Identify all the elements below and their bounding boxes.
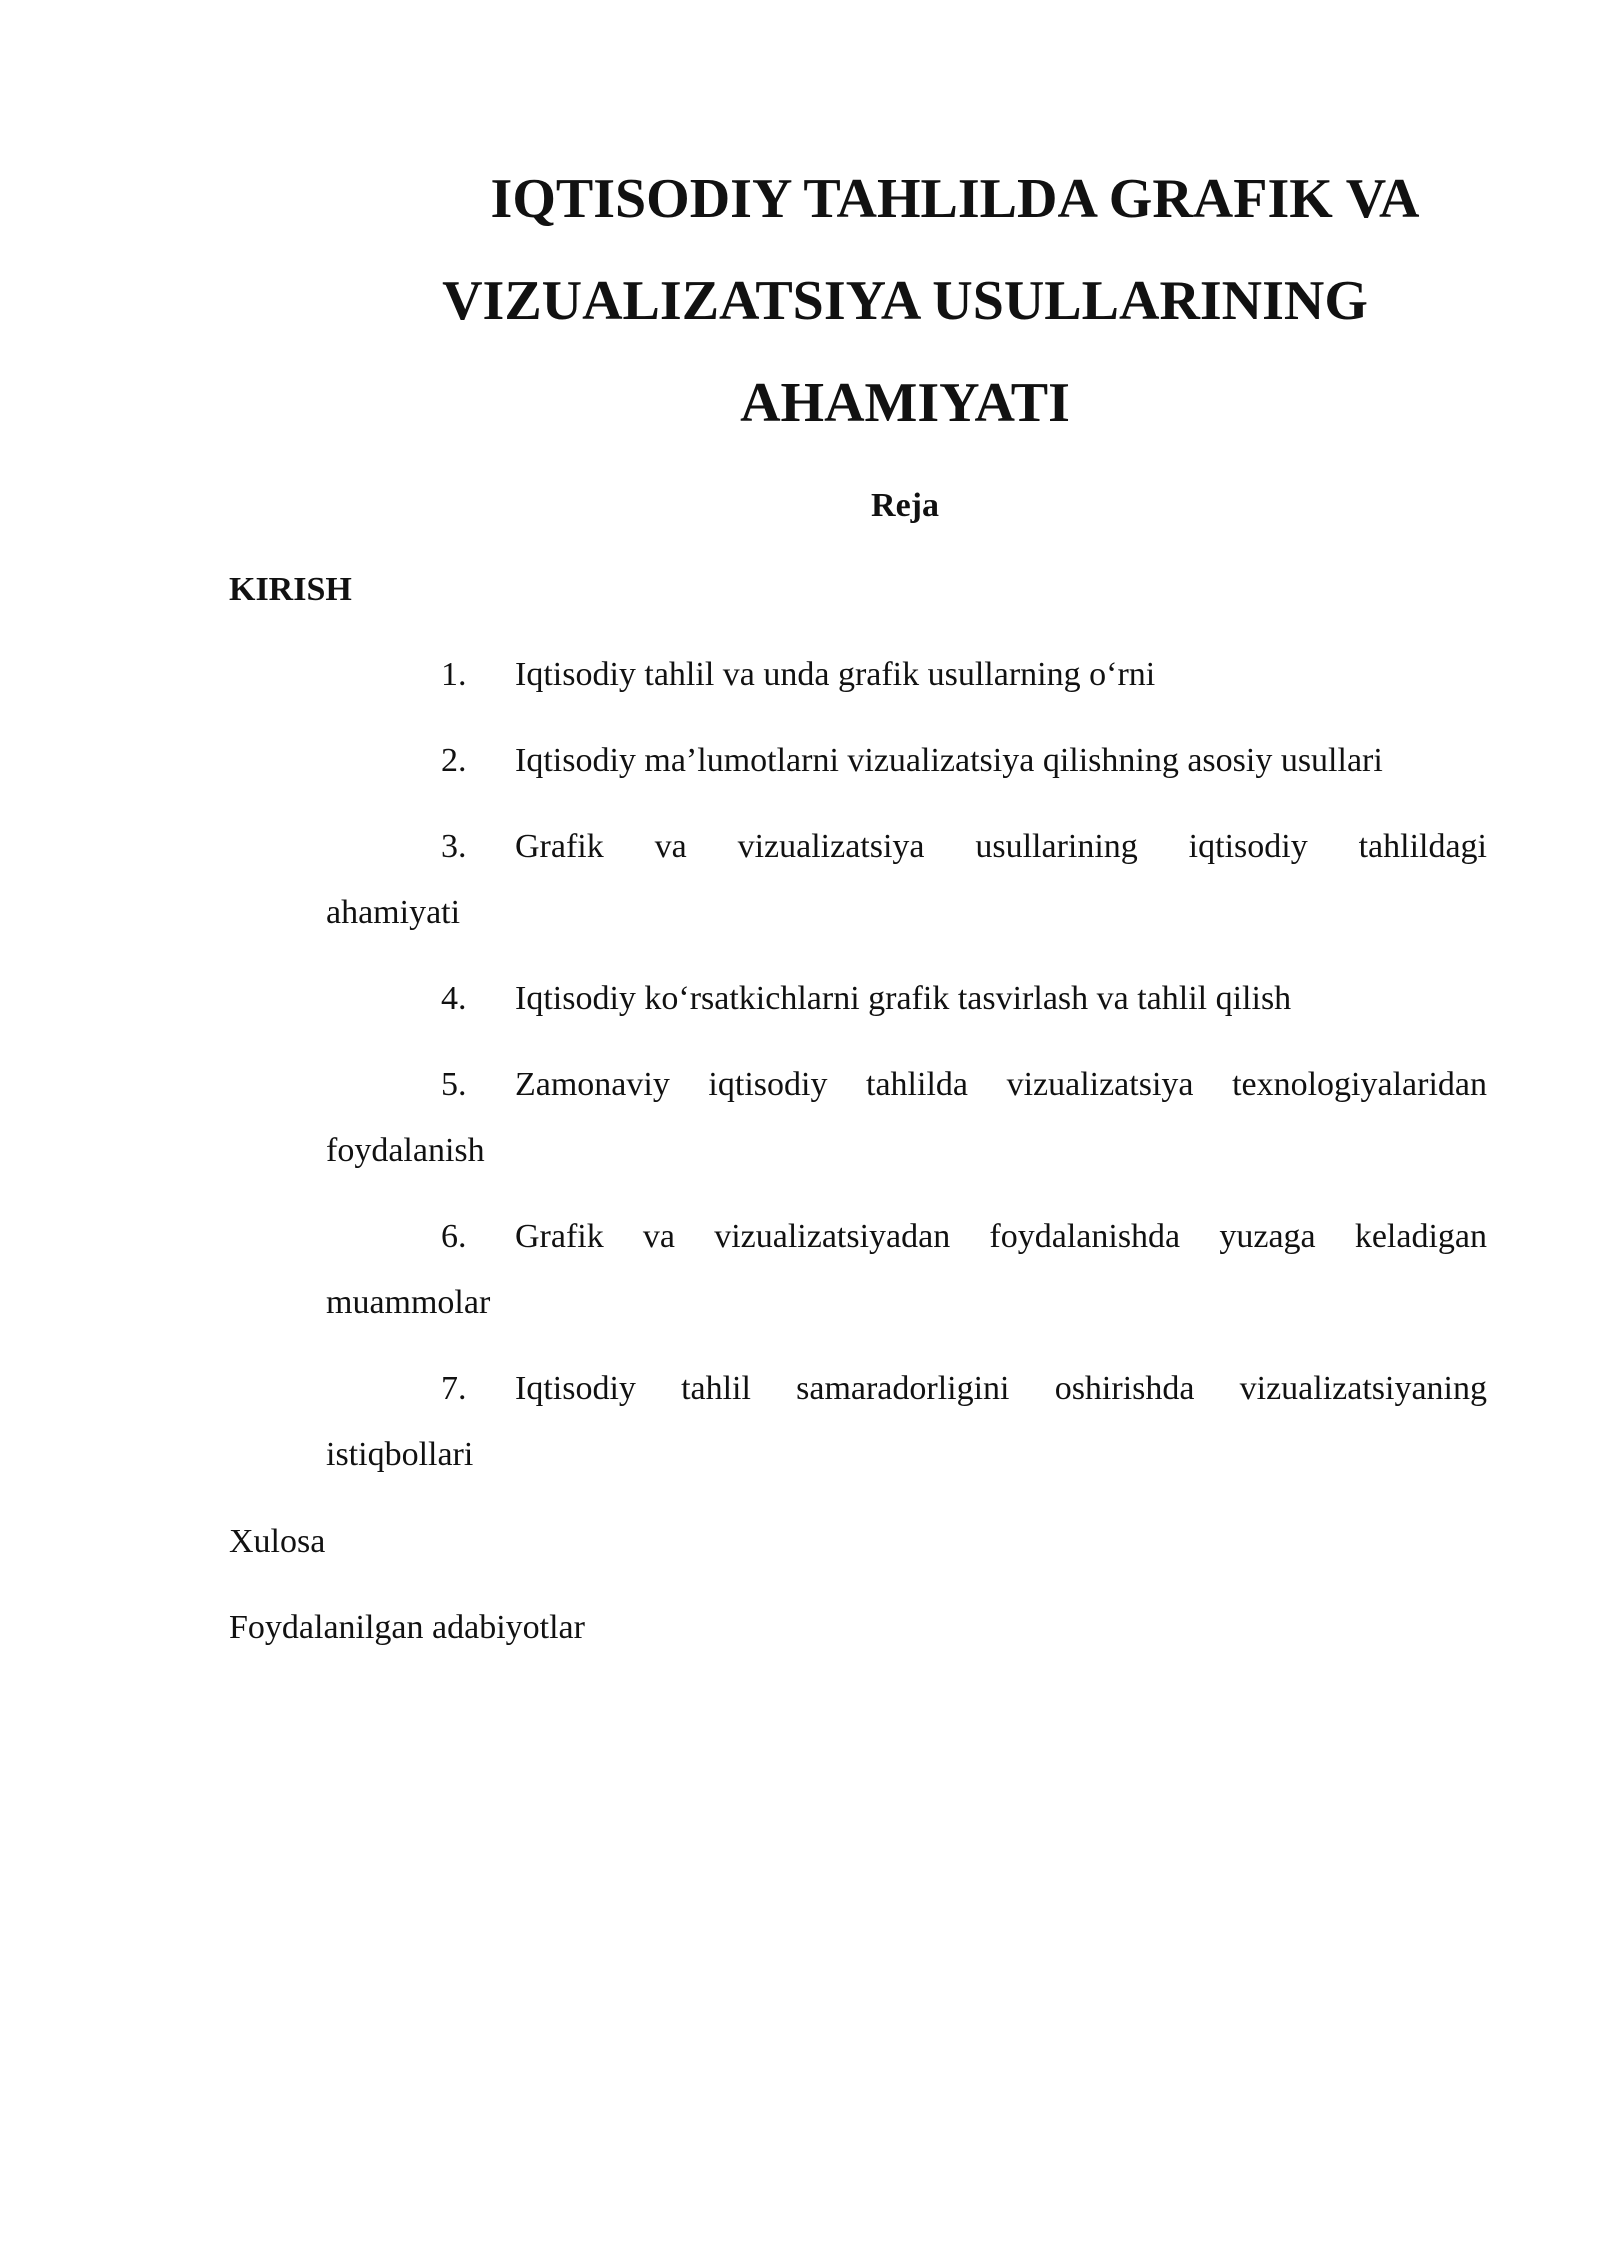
plan-item-text: Iqtisodiy ma’lumotlarni vizualizatsiya qilishning asosiy usullari bbox=[515, 742, 1383, 779]
plan-item-number: 2. bbox=[441, 742, 467, 779]
plan-item-number: 1. bbox=[441, 656, 467, 693]
intro-heading: KIRISH bbox=[229, 571, 352, 608]
plan-item bbox=[326, 1052, 1487, 1184]
plan-item-number: 3. bbox=[441, 828, 467, 865]
plan-item-text-continued: muammolar bbox=[326, 1284, 491, 1321]
document-title: IQTISODIY TAHLILDA GRAFIK VA VIZUALIZATSIYA USULLARINING AHAMIYATI bbox=[442, 168, 1420, 434]
plan-item bbox=[326, 1356, 1487, 1488]
plan-item-number: 7. bbox=[441, 1370, 467, 1407]
plan-item-text: Grafik va vizualizatsiyadan foydalanishda yuzaga keladigan bbox=[515, 1218, 1487, 1255]
plan-item-number: 6. bbox=[441, 1218, 467, 1255]
plan-item-text-continued: ahamiyati bbox=[326, 894, 461, 931]
conclusion-heading: Xulosa bbox=[229, 1523, 326, 1560]
plan-item-text: Iqtisodiy tahlil va unda grafik usullarning o‘rni bbox=[515, 656, 1156, 693]
plan-item-number: 4. bbox=[441, 980, 467, 1017]
references-heading: Foydalanilgan adabiyotlar bbox=[229, 1609, 585, 1646]
plan-item bbox=[326, 814, 1487, 946]
plan-item-text-continued: foydalanish bbox=[326, 1132, 485, 1169]
plan-item bbox=[326, 642, 1487, 708]
plan-item-text: Zamonaviy iqtisodiy tahlilda vizualizatsiya texnologiyalaridan bbox=[515, 1066, 1487, 1103]
plan-item-text: Grafik va vizualizatsiya usullarining iqtisodiy tahlildagi bbox=[515, 828, 1487, 865]
plan-item bbox=[326, 1204, 1487, 1336]
plan-heading: Reja bbox=[871, 487, 939, 524]
plan-item-number: 5. bbox=[441, 1066, 467, 1103]
plan-item bbox=[326, 966, 1487, 1032]
plan-item bbox=[326, 728, 1487, 794]
plan-item-text: Iqtisodiy ko‘rsatkichlarni grafik tasvirlash va tahlil qilish bbox=[515, 980, 1292, 1017]
plan-item-text: Iqtisodiy tahlil samaradorligini oshirishda vizualizatsiyaning bbox=[515, 1370, 1487, 1407]
plan-item-text-continued: istiqbollari bbox=[326, 1436, 474, 1473]
